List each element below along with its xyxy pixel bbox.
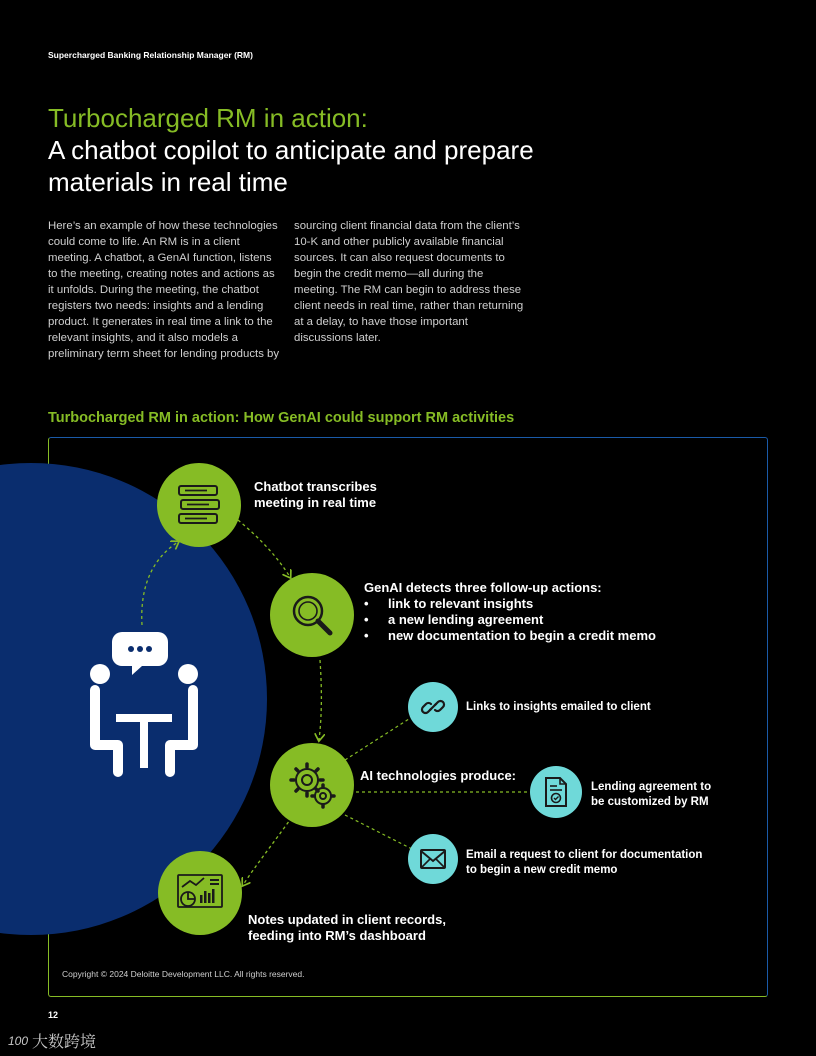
arrow-meeting-to-chatbot (142, 542, 178, 625)
detect-node (270, 573, 354, 657)
arrow-produce-to-notes (243, 817, 292, 885)
chatbot-node (157, 463, 241, 547)
notes-node (158, 851, 242, 935)
notes-label: Notes updated in client records, feeding into RM’s dashboard (248, 912, 446, 943)
meeting-people-icon (86, 628, 206, 778)
connector-to-links (345, 717, 412, 760)
produce-label: AI technologies produce: (360, 768, 517, 783)
dashboard-icon (176, 873, 224, 913)
produce-node (270, 743, 354, 827)
magnifier-icon (288, 591, 336, 639)
chat-bubbles-icon (177, 483, 221, 527)
running-header: Supercharged Banking Relationship Manager (RM) (48, 50, 253, 60)
watermark-text: 大数跨境 (32, 1034, 97, 1051)
figure-title: Turbocharged RM in action: How GenAI could support RM activities (48, 410, 515, 426)
watermark-logo: 100 (8, 1033, 29, 1048)
arrow-chatbot-to-detect (238, 520, 290, 577)
links-label: Links to insights emailed to client (466, 701, 651, 713)
lending-node (530, 766, 582, 818)
email-label: Email a request to client for documentation to begin a new credit memo (466, 849, 703, 876)
body-column-2: sourcing client financial data from the client’s 10-K and other publicly available financial sources. It can also request documents to begin the credit memo—all during the meeting. The RM can begin to address these client needs in real time, rather than returning at a delay, to have those important discussions later. (294, 220, 524, 344)
detect-bullet: • link to relevant insights (364, 596, 656, 612)
body-column-1: Here’s an example of how these technologies could come to life. An RM is in a client meeting. A chatbot, a GenAI function, listens to the meeting, creating notes and actions as it unfolds. During the meeting, the chatbot registers two needs: insights and a lending product. It generates in real time a link to the relevant insights, and it also models a preliminary term sheet for lending products by (48, 220, 280, 360)
envelope-icon (419, 848, 447, 870)
title-white: A chatbot copilot to anticipate and prepare materials in real time (48, 135, 534, 197)
page-number: 12 (48, 1010, 59, 1020)
detect-label: GenAI detects three follow-up actions: • link to relevant insights • a new lending agreement • new documentation to begin a credit memo (364, 580, 656, 644)
detect-bullets (364, 596, 656, 644)
detect-bullet: • a new lending agreement (364, 612, 656, 628)
links-node (408, 682, 458, 732)
watermark (8, 1029, 96, 1052)
email-node (408, 834, 458, 884)
link-icon (420, 694, 446, 720)
gears-icon (285, 758, 339, 812)
copyright-notice: Copyright © 2024 Deloitte Development LLC. All rights reserved. (62, 969, 305, 979)
arrow-detect-to-produce (319, 660, 321, 740)
lending-label: Lending agreement to be customized by RM (591, 781, 712, 808)
detect-bullet: • new documentation to begin a credit memo (364, 628, 656, 644)
title-green: Turbocharged RM in action: (48, 103, 368, 133)
document-icon (543, 776, 569, 808)
connector-to-email (345, 815, 412, 849)
chatbot-label: Chatbot transcribes meeting in real time (254, 479, 377, 510)
